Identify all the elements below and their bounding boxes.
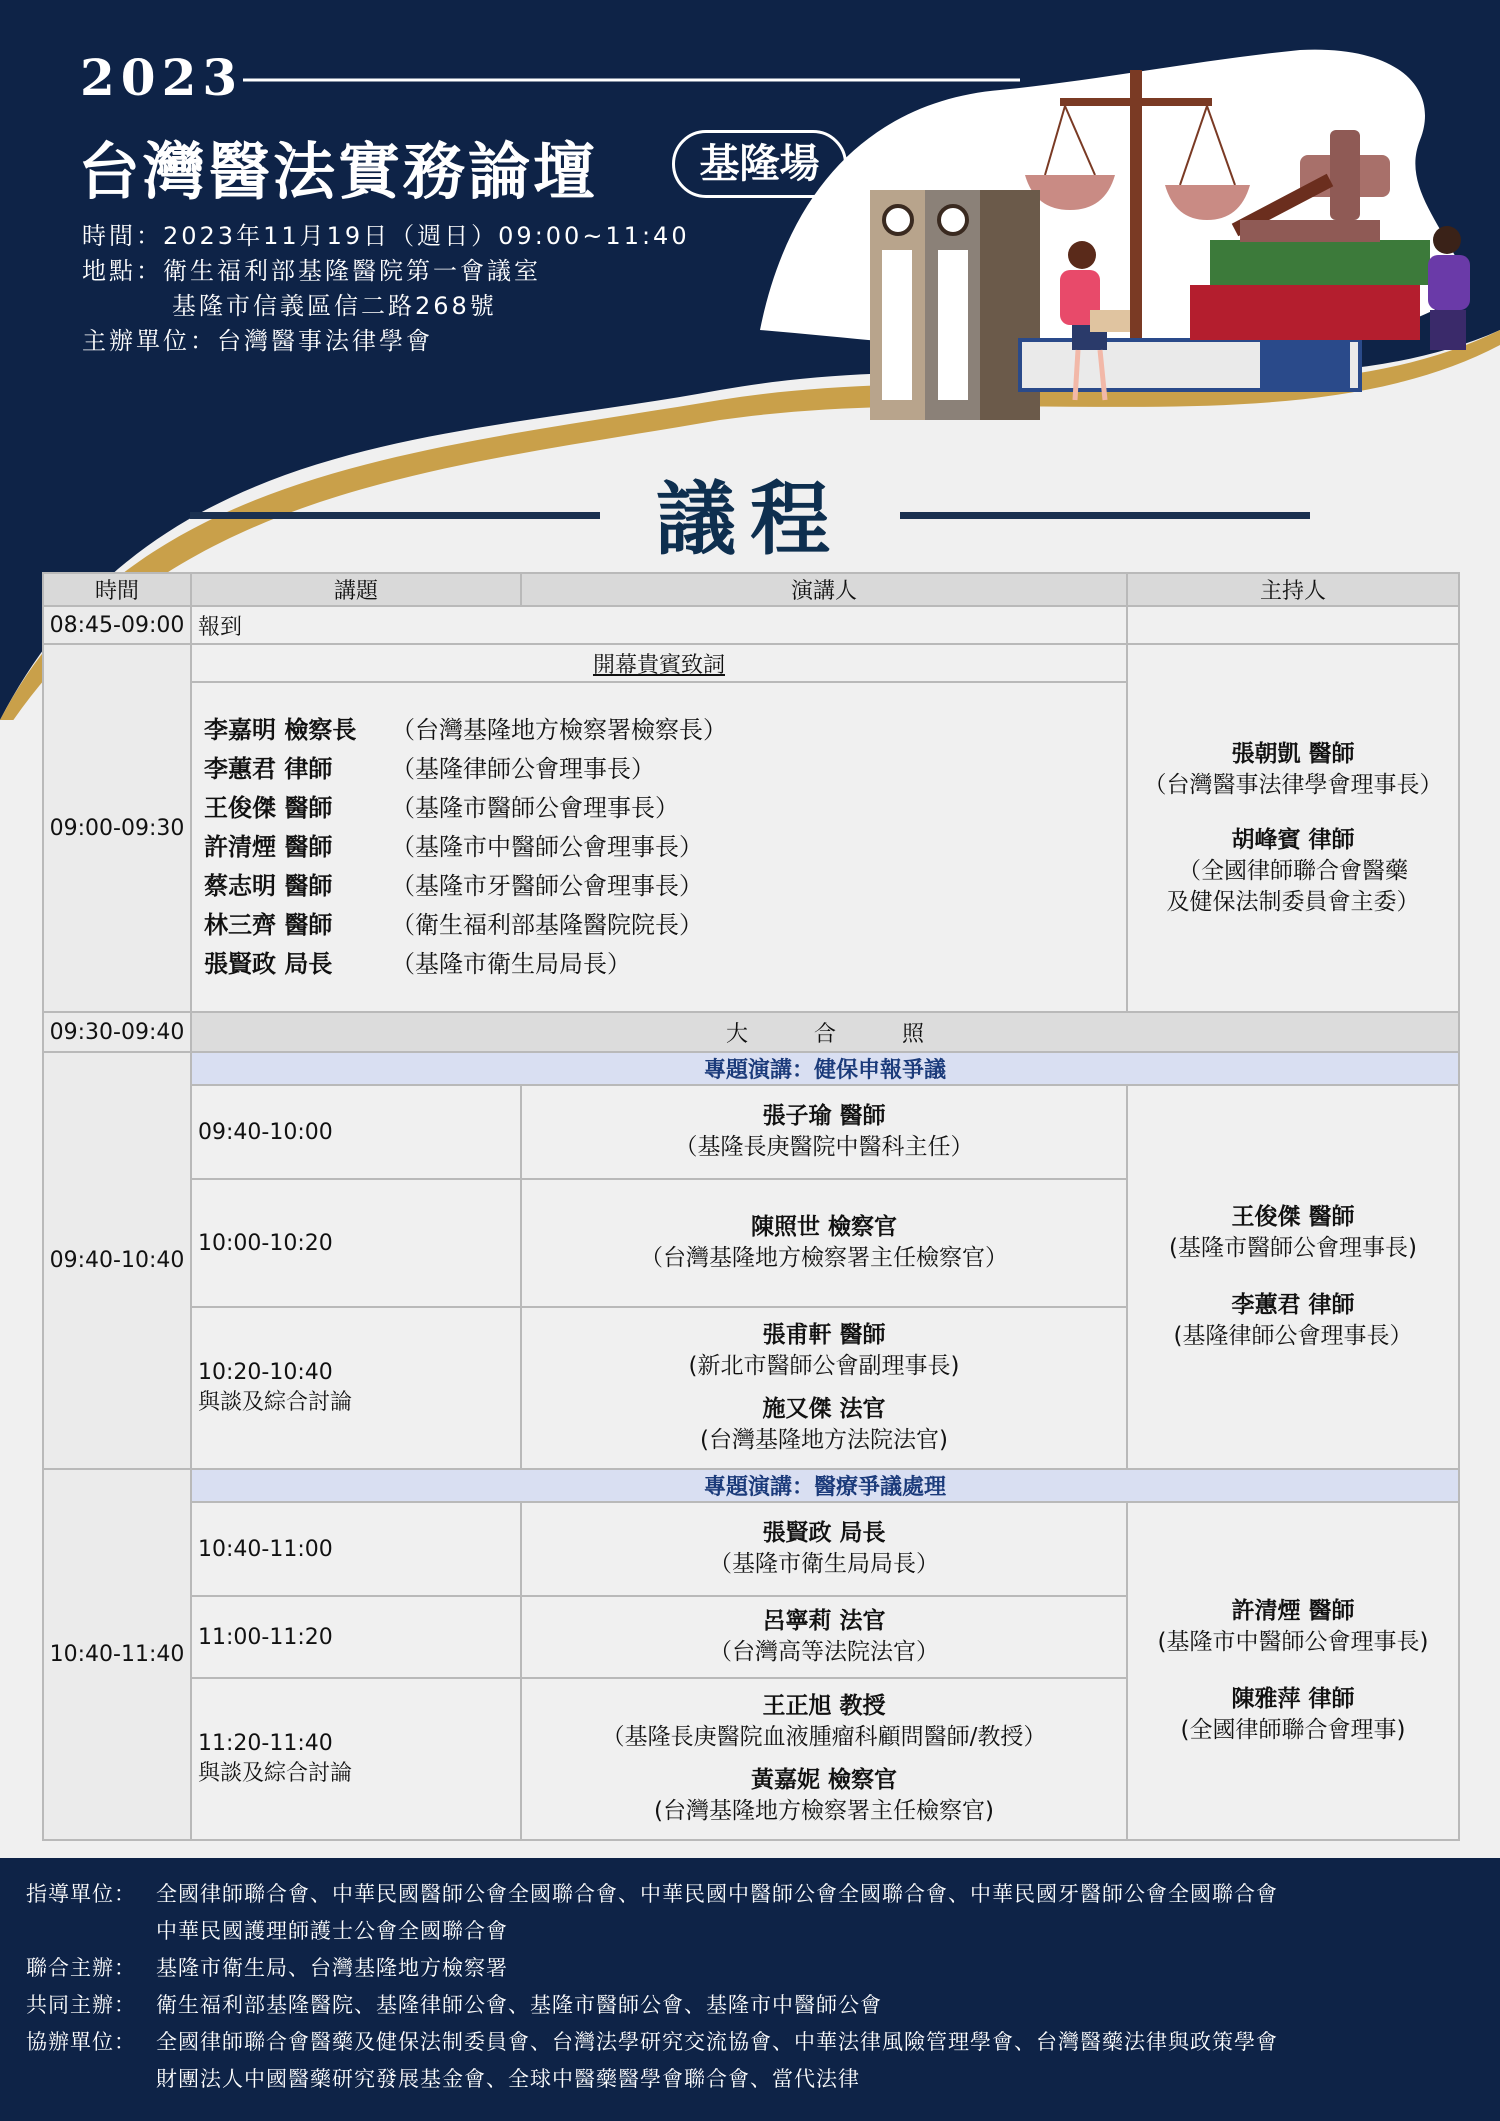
event-organizer: 主辦單位：台灣醫事法律學會 [82, 327, 433, 355]
moderator-name: 許清煙 醫師 [1231, 1598, 1355, 1624]
empty-cell [1127, 606, 1459, 644]
law-illustration [860, 60, 1500, 420]
list-item [204, 750, 1126, 789]
header-speaker: 演講人 [521, 573, 1127, 606]
slot-note: 與談及綜合討論 [198, 1390, 353, 1415]
slot-speakers [521, 1678, 1127, 1840]
table-row [43, 606, 1459, 644]
co-units: 衛生福利部基隆醫院、基隆律師公會、基隆市醫師公會、基隆市中醫師公會 [156, 1993, 882, 2017]
photo-time: 09:30-09:40 [43, 1012, 191, 1052]
guest-name: 李蕙君 律師 [204, 754, 333, 783]
event-year: 2023 [80, 48, 244, 107]
event-place: 地點：衛生福利部基隆醫院第一會議室 [82, 257, 541, 285]
table-header-row [43, 573, 1459, 606]
slot-time: 10:40-11:00 [191, 1502, 521, 1596]
assist-units-2: 財團法人中國醫藥研究發展基金會、全球中醫藥醫學會聯合會、當代法律 [156, 2067, 860, 2091]
opening-title: 開幕貴賓致詞 [191, 644, 1127, 682]
speaker-name: 張甫軒 醫師 [762, 1322, 886, 1348]
guest-name: 林三齊 醫師 [204, 910, 333, 939]
moderator-name: 陳雅萍 律師 [1231, 1686, 1355, 1712]
guest-role: （衛生福利部基隆醫院院長） [391, 910, 703, 939]
table-row [43, 1012, 1459, 1052]
organizers-footer [0, 1858, 1500, 2121]
slot-speakers [521, 1179, 1127, 1307]
list-item [204, 828, 1126, 867]
speaker-role: (台灣基隆地方法院法官) [700, 1427, 948, 1453]
assist-units: 全國律師聯合會醫藥及健保法制委員會、台灣法學研究交流協會、中華法律風險管理學會、台灣醫藥法律與政策學會 [156, 2030, 1278, 2054]
session1-time: 09:40-10:40 [43, 1052, 191, 1469]
guest-role: （台灣基隆地方檢察署檢察長） [391, 715, 727, 744]
guest-role: （基隆律師公會理事長） [391, 754, 655, 783]
joint-units: 基隆市衛生局、台灣基隆地方檢察署 [156, 1956, 508, 1980]
header-moderator: 主持人 [1127, 573, 1459, 606]
list-item [204, 711, 1126, 750]
slot-time: 11:20-11:40 [198, 1731, 333, 1756]
table-row [43, 1502, 1459, 1596]
speaker-role: （台灣基隆地方檢察署主任檢察官） [640, 1245, 1008, 1271]
moderator-name: 張朝凱 醫師 [1231, 740, 1355, 767]
slot-time: 10:00-10:20 [191, 1179, 521, 1307]
speaker-role: (新北市醫師公會副理事長) [688, 1353, 960, 1379]
speaker-name: 呂寧莉 法官 [762, 1608, 886, 1634]
slot-speakers [521, 1085, 1127, 1179]
table-row [43, 1469, 1459, 1502]
guest-name: 蔡志明 醫師 [204, 871, 333, 900]
table-row [43, 1052, 1459, 1085]
venue-badge: 基隆場 [672, 130, 847, 198]
list-item [204, 867, 1126, 906]
list-item [204, 945, 1126, 984]
header-time: 時間 [43, 573, 191, 606]
registration-label: 報到 [191, 606, 1127, 644]
list-item [204, 789, 1126, 828]
speaker-role: （台灣高等法院法官） [709, 1639, 939, 1665]
speaker-name: 陳照世 檢察官 [750, 1214, 897, 1240]
event-title: 台灣醫法實務論壇 [78, 135, 599, 208]
slot-speakers [521, 1596, 1127, 1678]
agenda-table [42, 572, 1458, 1841]
speaker-name: 王正旭 教授 [762, 1693, 886, 1719]
moderator-role: （台灣醫事法律學會理事長） [1143, 771, 1443, 798]
guidance-units: 全國律師聯合會、中華民國醫師公會全國聯合會、中華民國中醫師公會全國聯合會、中華民國牙醫師公會全國聯合會 [156, 1882, 1278, 1906]
moderator-role: (全國律師聯合會理事) [1180, 1717, 1406, 1743]
moderator-role: (基隆市醫師公會理事長) [1169, 1235, 1417, 1261]
table-row [43, 1085, 1459, 1179]
list-item [204, 906, 1126, 945]
gavel-icon [1235, 130, 1390, 230]
header-topic: 講題 [191, 573, 521, 606]
session2-moderators [1127, 1502, 1459, 1840]
co-label: 共同主辦： [26, 1993, 136, 2017]
moderator-name: 胡峰賓 律師 [1231, 826, 1355, 853]
guidance-label: 指導單位： [26, 1882, 136, 1906]
slot-note: 與談及綜合討論 [198, 1761, 353, 1786]
moderator-role: （全國律師聯合會醫藥 [1178, 857, 1408, 884]
agenda-title: 議程 [656, 472, 844, 566]
guest-name: 許清煙 醫師 [204, 832, 333, 861]
binders-icon [870, 190, 1040, 420]
moderator-name: 王俊傑 醫師 [1231, 1204, 1355, 1230]
assist-label: 協辦單位： [26, 2030, 136, 2054]
man-figure-icon [1428, 226, 1470, 350]
moderator-role: (基隆市中醫師公會理事長) [1157, 1629, 1429, 1655]
guest-role: （基隆市衛生局局長） [391, 949, 631, 978]
photo-label: 大 合 照 [191, 1012, 1459, 1052]
session2-title: 專題演講：醫療爭議處理 [191, 1469, 1459, 1502]
guest-name: 張賢政 局長 [204, 949, 333, 978]
slot-time: 11:00-11:20 [191, 1596, 521, 1678]
speaker-name: 張子瑜 醫師 [762, 1103, 886, 1129]
slot-speakers [521, 1307, 1127, 1469]
speaker-name: 施又傑 法官 [762, 1396, 886, 1422]
table-row [43, 644, 1459, 682]
guest-role: （基隆市醫師公會理事長） [391, 793, 679, 822]
session2-time: 10:40-11:40 [43, 1469, 191, 1840]
speaker-role: (台灣基隆地方檢察署主任檢察官) [654, 1798, 994, 1824]
speaker-role: （基隆長庚醫院血液腫瘤科顧問醫師/教授） [601, 1724, 1047, 1750]
slot-time: 10:20-10:40 [198, 1360, 333, 1385]
opening-guests [191, 682, 1127, 1012]
guest-name: 李嘉明 檢察長 [204, 715, 357, 744]
opening-time: 09:00-09:30 [43, 644, 191, 1012]
moderator-name: 李蕙君 律師 [1231, 1292, 1355, 1318]
event-time: 時間：2023年11月19日（週日）09:00~11:40 [82, 222, 690, 250]
registration-time: 08:45-09:00 [43, 606, 191, 644]
slot-speakers [521, 1502, 1127, 1596]
moderator-role: 及健保法制委員會主委） [1166, 888, 1420, 915]
event-address: 基隆市信義區信二路268號 [172, 292, 497, 320]
guest-role: （基隆市中醫師公會理事長） [391, 832, 703, 861]
speaker-name: 黃嘉妮 檢察官 [750, 1767, 897, 1793]
slot-time-note [191, 1678, 521, 1840]
session1-title: 專題演講：健保申報爭議 [191, 1052, 1459, 1085]
guest-name: 王俊傑 醫師 [204, 793, 333, 822]
speaker-role: （基隆長庚醫院中醫科主任） [674, 1134, 974, 1160]
slot-time: 09:40-10:00 [191, 1085, 521, 1179]
slot-time-note [191, 1307, 521, 1469]
joint-label: 聯合主辦： [26, 1956, 136, 1980]
speaker-name: 張賢政 局長 [762, 1520, 886, 1546]
guidance-units-2: 中華民國護理師護士公會全國聯合會 [156, 1919, 508, 1943]
session1-moderators [1127, 1085, 1459, 1469]
moderator-role: (基隆律師公會理事長） [1173, 1323, 1413, 1349]
speaker-role: （基隆市衛生局局長） [709, 1551, 939, 1577]
agenda-divider-right [900, 512, 1310, 519]
opening-moderators [1127, 644, 1459, 1012]
guest-role: （基隆市牙醫師公會理事長） [391, 871, 703, 900]
